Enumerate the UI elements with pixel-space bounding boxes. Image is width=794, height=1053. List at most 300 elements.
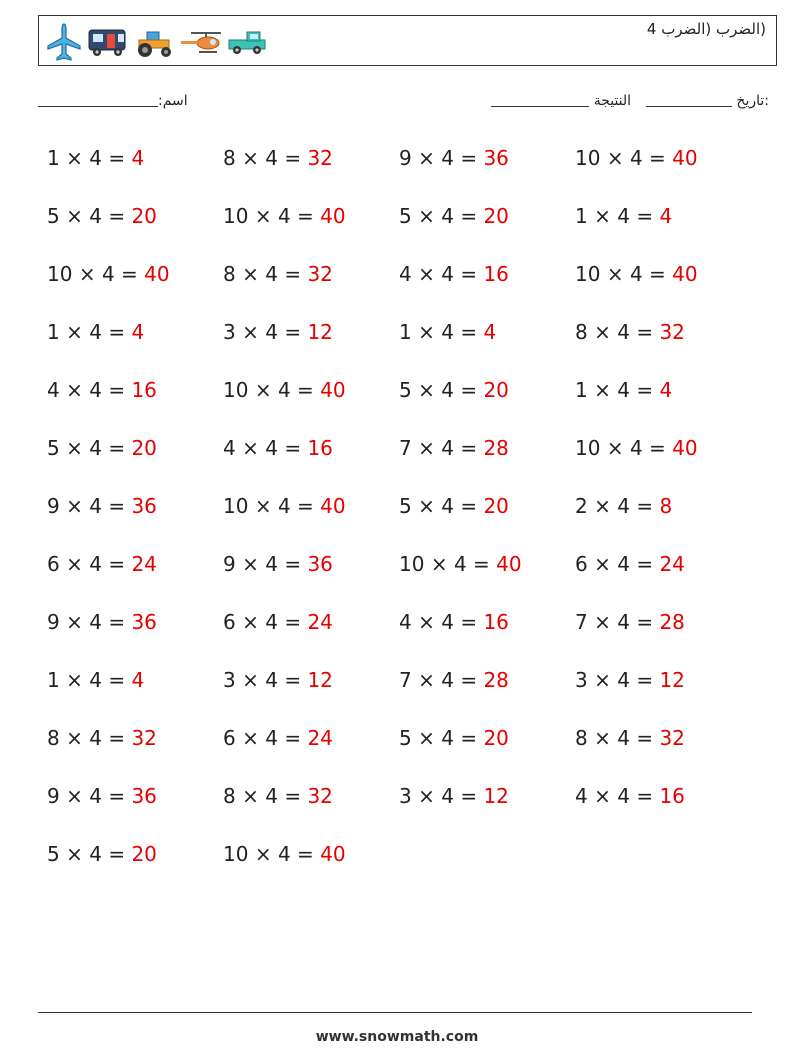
equals-sign: = (108, 784, 126, 808)
problem-item (47, 668, 217, 692)
problem-answer: 36 (131, 494, 157, 518)
equals-sign: = (108, 552, 126, 576)
problem-operand-a: 6 (223, 726, 236, 750)
problem-item (47, 146, 217, 170)
problem-answer: 20 (483, 726, 509, 750)
equals-sign: = (108, 668, 126, 692)
equals-sign: = (108, 320, 126, 344)
problem-item (575, 726, 745, 750)
equals-sign: = (636, 204, 654, 228)
problem-answer: 40 (320, 204, 346, 228)
problem-operand-b: 4 (441, 378, 454, 402)
problem-operand-a: 10 (223, 204, 249, 228)
equals-sign: = (636, 726, 654, 750)
problem-answer: 16 (131, 378, 157, 402)
problem-operand-a: 8 (223, 784, 236, 808)
problem-item (223, 146, 393, 170)
equals-sign: = (284, 262, 302, 286)
problem-operand-a: 5 (399, 726, 412, 750)
problem-operand-b: 4 (617, 726, 630, 750)
name-label: :اسم (158, 93, 188, 109)
equals-sign: = (108, 436, 126, 460)
problem-item (47, 842, 217, 866)
problem-operand-a: 7 (399, 436, 412, 460)
helicopter-icon (179, 28, 223, 56)
problem-answer: 40 (144, 262, 170, 286)
times-sign: × (606, 262, 624, 286)
problem-answer: 16 (483, 262, 509, 286)
equals-sign: = (108, 842, 126, 866)
problem-operand-b: 4 (441, 494, 454, 518)
equals-sign: = (108, 378, 126, 402)
problem-operand-b: 4 (441, 262, 454, 286)
problem-operand-a: 10 (399, 552, 425, 576)
problem-operand-b: 4 (265, 320, 278, 344)
problem-item (399, 146, 569, 170)
problem-item (575, 378, 745, 402)
problem-operand-b: 4 (89, 668, 102, 692)
times-sign: × (418, 668, 435, 692)
equals-sign: = (460, 610, 478, 634)
equals-sign: = (473, 552, 490, 576)
problem-operand-b: 4 (265, 610, 278, 634)
equals-sign: = (460, 784, 478, 808)
times-sign: × (594, 320, 611, 344)
problem-operand-b: 4 (277, 204, 291, 228)
problem-operand-a: 8 (47, 726, 60, 750)
problem-operand-b: 4 (89, 842, 102, 866)
problem-item (47, 552, 217, 576)
problem-item (575, 552, 745, 576)
problem-item (223, 610, 393, 634)
equals-sign: = (284, 436, 302, 460)
problem-answer: 40 (672, 436, 698, 460)
problem-item (399, 784, 569, 808)
times-sign: × (66, 668, 83, 692)
problem-item (575, 320, 745, 344)
problem-operand-b: 4 (617, 784, 630, 808)
name-field (38, 92, 188, 109)
problem-answer: 32 (307, 784, 333, 808)
problem-item (47, 436, 217, 460)
problem-item (399, 204, 569, 228)
problem-item (399, 320, 569, 344)
problem-item (575, 436, 745, 460)
problem-operand-b: 4 (617, 494, 630, 518)
problem-answer: 20 (483, 378, 509, 402)
times-sign: × (66, 204, 83, 228)
problem-operand-b: 4 (89, 552, 102, 576)
times-sign: × (606, 146, 624, 170)
times-sign: × (66, 784, 83, 808)
problem-operand-b: 4 (265, 146, 278, 170)
problem-answer: 32 (307, 146, 333, 170)
problem-item (575, 262, 745, 286)
times-sign: × (66, 610, 83, 634)
times-sign: × (242, 262, 259, 286)
problem-operand-b: 4 (629, 436, 643, 460)
problem-operand-a: 10 (575, 146, 601, 170)
date-blank[interactable] (646, 92, 732, 107)
problem-answer: 40 (320, 494, 346, 518)
times-sign: × (66, 552, 83, 576)
footer-divider (38, 1012, 752, 1013)
times-sign: × (242, 436, 259, 460)
problem-operand-b: 4 (89, 378, 102, 402)
problem-answer: 24 (307, 726, 333, 750)
problem-answer: 4 (131, 668, 145, 692)
problem-answer: 40 (320, 842, 346, 866)
problem-operand-a: 5 (47, 204, 60, 228)
problem-item (399, 494, 569, 518)
equals-sign: = (649, 146, 666, 170)
equals-sign: = (636, 378, 654, 402)
times-sign: × (242, 668, 259, 692)
problem-operand-a: 9 (47, 784, 60, 808)
problem-answer: 4 (131, 146, 145, 170)
problem-operand-b: 4 (441, 610, 454, 634)
problem-operand-b: 4 (617, 552, 630, 576)
problem-operand-b: 4 (453, 552, 467, 576)
problem-operand-b: 4 (277, 842, 291, 866)
times-sign: × (606, 436, 624, 460)
problem-item (399, 726, 569, 750)
problem-operand-b: 4 (441, 784, 454, 808)
problem-operand-a: 3 (575, 668, 588, 692)
problem-item (223, 378, 393, 402)
times-sign: × (242, 552, 259, 576)
times-sign: × (594, 378, 611, 402)
equals-sign: = (649, 262, 666, 286)
problem-answer: 4 (659, 204, 673, 228)
problem-item (223, 552, 393, 576)
times-sign: × (66, 726, 83, 750)
problem-item (47, 204, 217, 228)
problem-operand-a: 10 (575, 262, 601, 286)
problem-answer: 20 (483, 494, 509, 518)
problem-operand-a: 1 (47, 668, 60, 692)
problem-operand-a: 4 (399, 610, 412, 634)
equals-sign: = (636, 320, 654, 344)
times-sign: × (418, 436, 435, 460)
problem-operand-b: 4 (265, 552, 278, 576)
problem-answer: 40 (672, 146, 698, 170)
problem-answer: 28 (483, 668, 509, 692)
worksheet-header (38, 15, 777, 66)
equals-sign: = (460, 146, 478, 170)
problem-operand-a: 10 (575, 436, 601, 460)
times-sign: × (66, 842, 83, 866)
problem-operand-b: 4 (441, 726, 454, 750)
times-sign: × (594, 668, 611, 692)
problem-operand-b: 4 (277, 378, 291, 402)
problem-answer: 12 (307, 668, 333, 692)
times-sign: × (418, 262, 435, 286)
times-sign: × (594, 552, 611, 576)
problem-item (47, 494, 217, 518)
times-sign: × (594, 204, 611, 228)
equals-sign: = (636, 494, 654, 518)
problem-operand-b: 4 (277, 494, 291, 518)
problem-operand-b: 4 (265, 784, 278, 808)
equals-sign: = (636, 610, 654, 634)
equals-sign: = (460, 262, 478, 286)
problem-answer: 40 (320, 378, 346, 402)
problem-answer: 40 (496, 552, 522, 576)
problem-operand-a: 8 (223, 262, 236, 286)
problem-operand-a: 4 (223, 436, 236, 460)
date-label: :تاريخ (736, 93, 769, 109)
problem-operand-a: 3 (399, 784, 412, 808)
problem-operand-a: 2 (575, 494, 588, 518)
problem-operand-b: 4 (89, 610, 102, 634)
problem-operand-a: 9 (399, 146, 412, 170)
equals-sign: = (284, 784, 302, 808)
equals-sign: = (284, 668, 302, 692)
equals-sign: = (636, 784, 654, 808)
equals-sign: = (108, 726, 126, 750)
problem-operand-b: 4 (89, 146, 102, 170)
problem-answer: 32 (307, 262, 333, 286)
problem-item (399, 610, 569, 634)
problem-operand-a: 5 (399, 204, 412, 228)
problem-answer: 20 (131, 842, 157, 866)
times-sign: × (418, 610, 435, 634)
problem-operand-b: 4 (101, 262, 115, 286)
problem-answer: 40 (672, 262, 698, 286)
problem-item (223, 320, 393, 344)
problem-operand-b: 4 (89, 494, 102, 518)
problem-answer: 8 (659, 494, 673, 518)
problem-item (575, 610, 745, 634)
times-sign: × (66, 146, 83, 170)
times-sign: × (418, 146, 435, 170)
problem-operand-b: 4 (617, 204, 630, 228)
score-blank[interactable] (491, 92, 589, 107)
times-sign: × (254, 842, 272, 866)
equals-sign: = (284, 552, 302, 576)
problem-operand-a: 10 (223, 378, 249, 402)
equals-sign: = (121, 262, 138, 286)
problem-item (575, 204, 745, 228)
times-sign: × (418, 494, 435, 518)
equals-sign: = (460, 320, 478, 344)
problem-item (223, 494, 393, 518)
equals-sign: = (297, 204, 314, 228)
problem-answer: 36 (307, 552, 333, 576)
problem-operand-a: 1 (575, 378, 588, 402)
problem-operand-a: 4 (47, 378, 60, 402)
times-sign: × (594, 610, 611, 634)
problem-answer: 4 (483, 320, 497, 344)
header-icons (45, 22, 267, 62)
problem-answer: 16 (307, 436, 333, 460)
times-sign: × (66, 436, 83, 460)
equals-sign: = (460, 726, 478, 750)
equals-sign: = (636, 668, 654, 692)
problem-operand-b: 4 (265, 668, 278, 692)
problem-operand-a: 9 (47, 494, 60, 518)
problem-operand-a: 5 (399, 378, 412, 402)
problem-operand-a: 9 (47, 610, 60, 634)
problem-operand-a: 1 (575, 204, 588, 228)
problem-answer: 36 (131, 784, 157, 808)
problem-item (223, 784, 393, 808)
problem-operand-a: 1 (399, 320, 412, 344)
times-sign: × (242, 146, 259, 170)
problem-operand-b: 4 (441, 146, 454, 170)
times-sign: × (78, 262, 96, 286)
problem-operand-a: 4 (575, 784, 588, 808)
problem-item (223, 262, 393, 286)
footer-url: www.snowmath.com (315, 1029, 479, 1045)
problem-item (575, 668, 745, 692)
problem-item (47, 320, 217, 344)
equals-sign: = (636, 552, 654, 576)
equals-sign: = (108, 204, 126, 228)
problem-operand-a: 1 (47, 146, 60, 170)
problem-answer: 24 (307, 610, 333, 634)
problem-operand-b: 4 (441, 668, 454, 692)
problem-operand-a: 1 (47, 320, 60, 344)
times-sign: × (594, 726, 611, 750)
problem-answer: 16 (483, 610, 509, 634)
equals-sign: = (284, 146, 302, 170)
problem-item (575, 494, 745, 518)
equals-sign: = (460, 494, 478, 518)
airplane-icon (45, 22, 83, 62)
problem-operand-a: 9 (223, 552, 236, 576)
problem-answer: 4 (131, 320, 145, 344)
problem-answer: 32 (131, 726, 157, 750)
score-label: النتيجة (593, 93, 632, 109)
times-sign: × (418, 378, 435, 402)
times-sign: × (594, 784, 611, 808)
problem-operand-b: 4 (617, 668, 630, 692)
equals-sign: = (284, 726, 302, 750)
times-sign: × (594, 494, 611, 518)
problem-answer: 12 (659, 668, 685, 692)
problem-answer: 20 (483, 204, 509, 228)
equals-sign: = (108, 610, 126, 634)
problem-answer: 24 (659, 552, 685, 576)
problem-operand-a: 3 (223, 668, 236, 692)
problem-operand-a: 6 (47, 552, 60, 576)
times-sign: × (430, 552, 448, 576)
problem-answer: 12 (307, 320, 333, 344)
problem-operand-a: 7 (399, 668, 412, 692)
times-sign: × (254, 494, 272, 518)
problem-operand-a: 4 (399, 262, 412, 286)
times-sign: × (66, 320, 83, 344)
equals-sign: = (649, 436, 666, 460)
problem-answer: 20 (131, 436, 157, 460)
equals-sign: = (297, 842, 314, 866)
problem-item (399, 378, 569, 402)
problem-operand-b: 4 (265, 726, 278, 750)
problem-operand-a: 7 (575, 610, 588, 634)
problem-operand-b: 4 (441, 320, 454, 344)
problem-answer: 36 (131, 610, 157, 634)
problem-operand-a: 10 (223, 842, 249, 866)
problem-operand-a: 6 (223, 610, 236, 634)
problem-item (399, 262, 569, 286)
problem-operand-b: 4 (629, 146, 643, 170)
times-sign: × (418, 784, 435, 808)
problem-item (575, 784, 745, 808)
worksheet-title: (الضرب (الضرب 4 (646, 20, 766, 38)
problem-answer: 16 (659, 784, 685, 808)
problem-item (399, 552, 569, 576)
problem-operand-b: 4 (89, 320, 102, 344)
times-sign: × (242, 726, 259, 750)
problem-item (399, 668, 569, 692)
problem-operand-b: 4 (89, 436, 102, 460)
times-sign: × (418, 204, 435, 228)
problem-operand-a: 6 (575, 552, 588, 576)
problem-operand-b: 4 (89, 204, 102, 228)
camper-van-icon (87, 26, 129, 58)
times-sign: × (242, 784, 259, 808)
times-sign: × (418, 726, 435, 750)
equals-sign: = (297, 494, 314, 518)
times-sign: × (418, 320, 435, 344)
times-sign: × (254, 378, 272, 402)
times-sign: × (66, 494, 83, 518)
problem-operand-a: 3 (223, 320, 236, 344)
problem-item (47, 610, 217, 634)
pickup-truck-icon (227, 28, 267, 56)
problem-operand-a: 10 (223, 494, 249, 518)
equals-sign: = (108, 494, 126, 518)
problem-operand-b: 4 (617, 610, 630, 634)
problem-item (47, 784, 217, 808)
problem-answer: 20 (131, 204, 157, 228)
problem-operand-a: 8 (223, 146, 236, 170)
problem-operand-b: 4 (89, 784, 102, 808)
times-sign: × (66, 378, 83, 402)
problem-answer: 4 (659, 378, 673, 402)
problem-item (47, 262, 217, 286)
problem-operand-b: 4 (629, 262, 643, 286)
date-score-fields (491, 92, 769, 109)
problem-item (223, 436, 393, 460)
times-sign: × (242, 610, 259, 634)
equals-sign: = (284, 320, 302, 344)
problem-answer: 28 (483, 436, 509, 460)
problem-operand-b: 4 (265, 436, 278, 460)
problem-operand-b: 4 (89, 726, 102, 750)
problem-item (47, 378, 217, 402)
times-sign: × (242, 320, 259, 344)
problem-answer: 12 (483, 784, 509, 808)
equals-sign: = (460, 378, 478, 402)
equals-sign: = (284, 610, 302, 634)
problem-operand-a: 10 (47, 262, 73, 286)
equals-sign: = (460, 436, 478, 460)
tractor-icon (133, 26, 175, 58)
name-blank[interactable] (38, 92, 158, 107)
problem-operand-b: 4 (617, 320, 630, 344)
problem-item (47, 726, 217, 750)
equals-sign: = (108, 146, 126, 170)
problem-operand-b: 4 (441, 204, 454, 228)
problem-answer: 32 (659, 726, 685, 750)
problem-answer: 28 (659, 610, 685, 634)
problem-item (223, 668, 393, 692)
problem-item (223, 204, 393, 228)
problem-operand-b: 4 (265, 262, 278, 286)
